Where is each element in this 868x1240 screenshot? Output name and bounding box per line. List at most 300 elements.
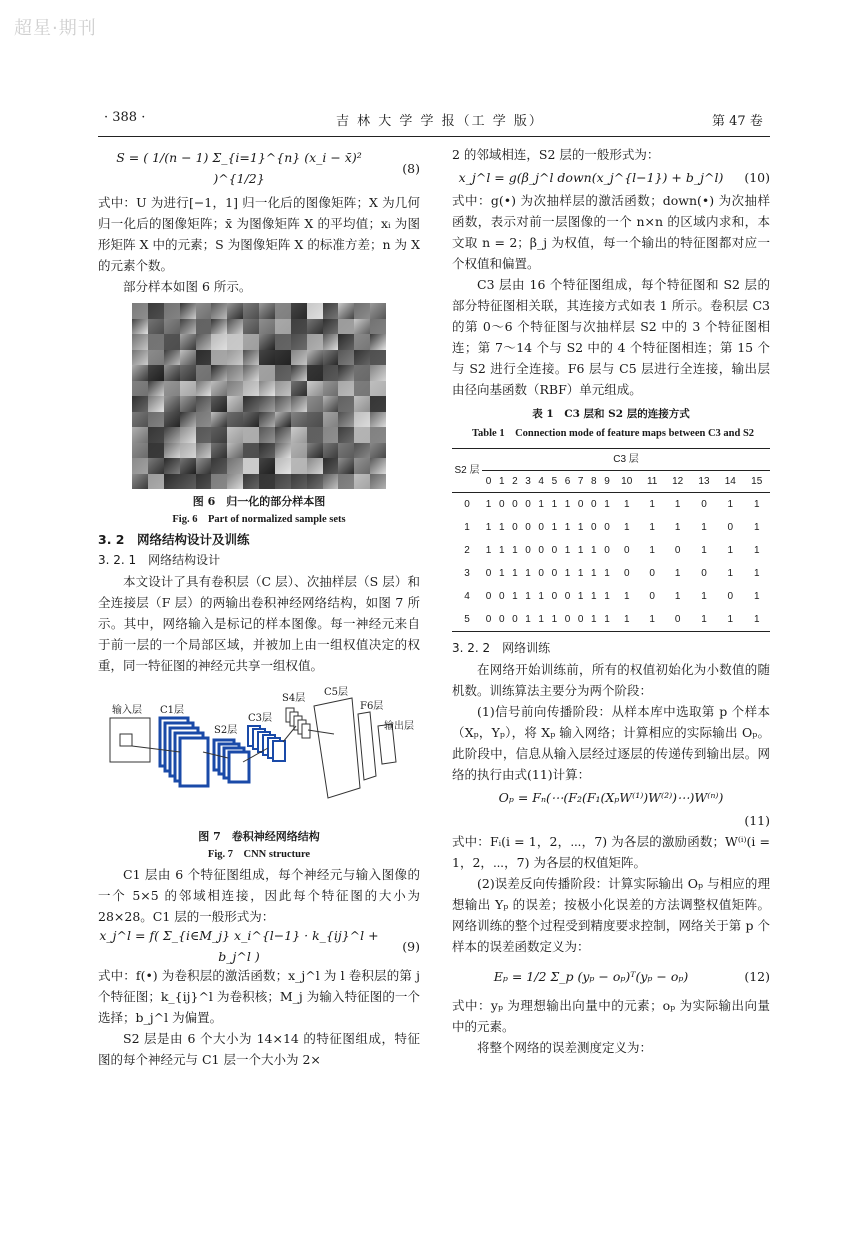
table-cell: 0 <box>623 545 630 556</box>
journal-title: 吉 林 大 学 学 报（工 学 版） <box>336 114 544 129</box>
table-cell: 1 <box>577 591 584 602</box>
sample-tile <box>227 412 243 428</box>
label-c5: C5层 <box>324 687 349 698</box>
label-f6: F6层 <box>360 701 384 712</box>
table-cell: 0 <box>727 522 734 533</box>
sample-tile <box>275 350 291 366</box>
sample-tile <box>243 334 259 350</box>
sample-tile <box>259 396 275 412</box>
sample-tile <box>211 396 227 412</box>
table-cell: 1 <box>591 568 597 579</box>
sample-tile <box>370 443 386 459</box>
sample-tile <box>243 443 259 459</box>
subsection-heading: 3. 2. 2 网络训练 <box>452 641 551 655</box>
volume: 第 47 卷 <box>712 114 763 129</box>
equation-10 <box>452 167 770 188</box>
sample-tile <box>164 412 180 428</box>
equation-8-number: (8) <box>402 160 420 176</box>
equation-8-body: S = ( 1/(n − 1) Σ_{i=1}^{n} (x_i − x̄)² )^{1/2} <box>116 150 362 186</box>
sample-tile <box>291 334 307 350</box>
table-cell: 0 <box>538 568 544 579</box>
sample-tile <box>291 396 307 412</box>
figure-7 <box>98 682 420 828</box>
table-cell: 0 <box>551 545 558 556</box>
table-1-caption: 表 1 C3 层和 S2 层的连接方式 <box>532 408 690 420</box>
sample-tile <box>196 334 212 350</box>
sample-tile <box>307 303 323 319</box>
table-cell: 1 <box>753 499 760 510</box>
sample-tile <box>211 303 227 319</box>
table-cell: 1 <box>604 568 610 579</box>
paragraph: 部分样本如图 6 所示。 <box>123 279 252 294</box>
watermark: 超星·期刊 <box>14 18 97 39</box>
sample-tile <box>180 458 196 474</box>
sample-tile <box>259 443 275 459</box>
table-row <box>452 608 770 632</box>
equation-10-number: (10) <box>744 170 770 185</box>
table-cell: 0 <box>538 545 544 556</box>
table-cell: 0 <box>498 499 505 510</box>
s2-stack <box>214 740 249 782</box>
table-cell: 1 <box>701 591 707 602</box>
sample-tile <box>243 381 259 397</box>
label-output: 输出层 <box>384 721 414 732</box>
sample-tile <box>132 381 148 397</box>
sample-tile <box>338 303 354 319</box>
label-s4: S4层 <box>282 693 306 704</box>
sample-tile <box>196 381 212 397</box>
sample-tile <box>338 365 354 381</box>
sample-tile <box>259 350 275 366</box>
table-cell: 1 <box>604 499 610 510</box>
sample-tile <box>227 365 243 381</box>
sample-tile <box>307 381 323 397</box>
table-cell: 1 <box>525 591 531 602</box>
table-cell: 0 <box>591 522 597 533</box>
table-cell: 1 <box>551 614 558 625</box>
equation-9-body: x_j^l = f( Σ_{i∈M_j} x_i^{l−1} · k_{ij}^l + b_j^l ) <box>99 928 379 964</box>
sample-tile <box>275 334 291 350</box>
sample-tile <box>211 381 227 397</box>
sample-tile <box>243 412 259 428</box>
sample-tile <box>354 427 370 443</box>
table-cell: 1 <box>674 568 681 579</box>
table-1-caption-en: Table 1 Connection mode of feature maps between C3 and S2 <box>472 428 755 439</box>
table-cell: 1 <box>591 591 597 602</box>
table-cell: 0 <box>701 568 707 579</box>
sample-tile <box>148 319 164 335</box>
paragraph: 式中：Fᵢ(i = 1，2，⋯，7) 为各层的激励函数；W⁽ⁱ⁾(i = 1，2，⋯，7) 为各层的权值矩阵。 <box>452 834 770 870</box>
sample-tile <box>148 381 164 397</box>
table-row <box>452 516 770 539</box>
sample-tile <box>370 365 386 381</box>
table-cell: 0 <box>564 591 571 602</box>
sample-tile <box>259 474 275 490</box>
row-label: 2 <box>464 545 470 556</box>
table-cell: 1 <box>649 499 655 510</box>
column-label: 8 <box>591 476 597 487</box>
table-cell: 0 <box>701 499 707 510</box>
table-cell: 1 <box>525 614 531 625</box>
sample-tile <box>211 443 227 459</box>
sample-tile <box>259 427 275 443</box>
paragraph: 2 的邻域相连，S2 层的一般形式为： <box>452 147 660 162</box>
sample-tile <box>196 303 212 319</box>
row-label: 0 <box>464 499 470 510</box>
sample-tile <box>243 303 259 319</box>
sample-tile <box>227 319 243 335</box>
paragraph: 本文设计了具有卷积层（C 层）、次抽样层（S 层）和全连接层（F 层）的两输出卷积神经网络结构，如图 7 所示。其中，网络输入是标记的样本图像。每一神经元来自于前一层的一个局部区域，并被加上由一组权值决定的权重，同一特征图的神经元共享一组权值。 <box>98 574 420 673</box>
sample-tile <box>370 350 386 366</box>
sample-tile <box>227 427 243 443</box>
sample-tile <box>180 427 196 443</box>
sample-image-mosaic <box>132 303 386 489</box>
sample-tile <box>132 458 148 474</box>
sample-tile <box>148 427 164 443</box>
header-rule <box>98 136 770 137</box>
sample-tile <box>259 458 275 474</box>
label-s2: S2层 <box>214 725 238 736</box>
connection-table <box>452 448 770 632</box>
column-label: 11 <box>646 476 658 487</box>
sample-tile <box>338 458 354 474</box>
table-cell: 0 <box>577 499 584 510</box>
paragraph: 式中：U 为进行[−1，1] 归一化后的图像矩阵；X 为几何归一化后的图像矩阵；x̄ 为图像矩阵 X 的平均值；xᵢ 为图形矩阵 X 中的元素；S 为图像矩阵 X 的标准方差；n 为 X 的元素个数。 <box>98 195 420 273</box>
sample-tile <box>338 334 354 350</box>
table-row <box>452 585 770 608</box>
sample-tile <box>338 443 354 459</box>
column-label: 5 <box>551 476 558 487</box>
sample-tile <box>211 458 227 474</box>
column-label: 14 <box>724 476 736 487</box>
column-label: 3 <box>525 476 531 487</box>
sample-tile <box>164 443 180 459</box>
sample-tile <box>227 474 243 490</box>
label-c1: C1层 <box>160 705 185 716</box>
sample-tile <box>211 412 227 428</box>
table-cell: 1 <box>753 545 760 556</box>
table-cell: 1 <box>525 568 531 579</box>
sample-tile <box>227 458 243 474</box>
sample-tile <box>211 365 227 381</box>
sample-tile <box>180 381 196 397</box>
sample-tile <box>307 319 323 335</box>
sample-tile <box>164 303 180 319</box>
sample-tile <box>227 396 243 412</box>
table-cell: 1 <box>623 591 630 602</box>
sample-tile <box>148 396 164 412</box>
paragraph: (1)信号前向传播阶段：从样本库中选取第 p 个样本（Xₚ，Yₚ），将 Xₚ 输入网络；计算相应的实际输出 Oₚ。此阶段中，信息从输入层经过逐层的传递传到输出层。网络的执行由式(11)计算： <box>452 704 770 782</box>
table-cell: 1 <box>564 545 571 556</box>
sample-tile <box>291 474 307 490</box>
sample-tile <box>227 303 243 319</box>
sample-tile <box>243 458 259 474</box>
sample-tile <box>196 365 212 381</box>
table-cell: 0 <box>538 522 544 533</box>
table-cell: 0 <box>525 499 531 510</box>
table-cell: 1 <box>674 499 681 510</box>
sample-tile <box>180 396 196 412</box>
sample-tile <box>323 474 339 490</box>
table-cell: 1 <box>649 545 655 556</box>
table-cell: 1 <box>623 522 630 533</box>
paragraph: 式中：f(•) 为卷积层的激活函数；x_j^l 为 l 卷积层的第 j 个特征图；k_{ij}^l 为卷积核；M_j 为输入特征图的一个选择；b_j^l 为偏置。 <box>98 968 420 1025</box>
sample-tile <box>291 365 307 381</box>
table-cell: 0 <box>512 522 518 533</box>
sample-tile <box>243 474 259 490</box>
table-cell: 0 <box>727 591 734 602</box>
sample-tile <box>180 443 196 459</box>
sample-tile <box>164 334 180 350</box>
table-cell: 0 <box>604 545 610 556</box>
sample-tile <box>164 427 180 443</box>
sample-tile <box>323 365 339 381</box>
sample-tile <box>148 350 164 366</box>
sample-tile <box>370 412 386 428</box>
sample-tile <box>180 350 196 366</box>
sample-tile <box>338 412 354 428</box>
column-label: 10 <box>621 476 633 487</box>
subsection-heading: 3. 2. 1 网络结构设计 <box>98 553 221 567</box>
column-label: 2 <box>512 476 518 487</box>
column-label: 15 <box>751 476 763 487</box>
paragraph: C1 层由 6 个特征图组成，每个神经元与输入图像的一个 5×5 的邻域相连接，因此每个特征图的大小为 28×28。C1 层的一般形式为： <box>98 867 420 924</box>
table-cell: 1 <box>674 522 681 533</box>
column-label: 13 <box>698 476 710 487</box>
sample-tile <box>132 319 148 335</box>
sample-tile <box>211 350 227 366</box>
table-cell: 1 <box>623 499 630 510</box>
table-cell: 0 <box>498 614 505 625</box>
sample-tile <box>243 365 259 381</box>
table-cell: 0 <box>564 614 571 625</box>
sample-tile <box>307 334 323 350</box>
column-label: 6 <box>564 476 571 487</box>
table-cell: 1 <box>564 499 571 510</box>
equation-11-body: Oₚ = Fₙ(⋯(F₂(F₁(XₚW⁽¹⁾)W⁽²⁾)⋯)W⁽ⁿ⁾) <box>498 790 724 805</box>
table-cell: 0 <box>591 499 597 510</box>
sample-tile <box>164 396 180 412</box>
table-cell: 1 <box>753 614 760 625</box>
sample-tile <box>164 319 180 335</box>
sample-tile <box>370 458 386 474</box>
sample-tile <box>354 350 370 366</box>
sample-tile <box>354 396 370 412</box>
sample-tile <box>243 396 259 412</box>
sample-tile <box>291 412 307 428</box>
equation-11-number: (11) <box>744 813 770 828</box>
table-cell: 0 <box>551 568 558 579</box>
column-label: 0 <box>485 476 492 487</box>
paragraph: 在网络开始训练前，所有的权值初始化为小数值的随机数。训练算法主要分为两个阶段： <box>452 662 770 698</box>
table-cell: 1 <box>649 614 655 625</box>
table-cell: 1 <box>727 499 734 510</box>
column-label: 7 <box>577 476 584 487</box>
sample-tile <box>164 365 180 381</box>
figure-7-caption: 图 7 卷积神经网络结构 <box>198 830 320 843</box>
sample-tile <box>307 458 323 474</box>
sample-tile <box>275 458 291 474</box>
sample-tile <box>243 350 259 366</box>
sample-tile <box>259 319 275 335</box>
sample-tile <box>291 319 307 335</box>
sample-tile <box>354 381 370 397</box>
sample-tile <box>196 319 212 335</box>
sample-tile <box>354 443 370 459</box>
sample-tile <box>180 334 196 350</box>
sample-tile <box>227 350 243 366</box>
sample-tile <box>227 334 243 350</box>
sample-tile <box>148 443 164 459</box>
sample-tile <box>323 458 339 474</box>
sample-tile <box>370 319 386 335</box>
sample-tile <box>132 474 148 490</box>
sample-tile <box>307 396 323 412</box>
sample-tile <box>259 365 275 381</box>
left-column <box>98 144 420 1070</box>
sample-tile <box>259 381 275 397</box>
sample-tile <box>148 412 164 428</box>
sample-tile <box>323 381 339 397</box>
table-cell: 0 <box>498 591 505 602</box>
sample-tile <box>196 412 212 428</box>
table-cell: 1 <box>577 545 584 556</box>
sample-tile <box>354 458 370 474</box>
sample-tile <box>370 427 386 443</box>
sample-tile <box>354 303 370 319</box>
figure-6-caption-en: Fig. 6 Part of normalized sample sets <box>172 514 346 525</box>
table-cell: 1 <box>512 568 518 579</box>
paragraph: 式中：g(•) 为次抽样层的激活函数；down(•) 为次抽样函数，表示对前一层图像的一个 n×n 的区域内求和，本文取 n = 2；β_j 为权值，每一个输出的特征图都对应一个权值和偏置。 <box>452 193 770 271</box>
sample-tile <box>132 334 148 350</box>
sample-tile <box>323 396 339 412</box>
row-label: 1 <box>464 522 470 533</box>
sample-tile <box>227 443 243 459</box>
column-header: C3 层 <box>482 449 770 471</box>
sample-tile <box>275 427 291 443</box>
table-cell: 1 <box>551 499 558 510</box>
table-row <box>452 493 770 517</box>
figure-7-caption-en: Fig. 7 CNN structure <box>207 849 311 860</box>
column-label: 12 <box>672 476 684 487</box>
sample-tile <box>338 381 354 397</box>
sample-tile <box>196 443 212 459</box>
table-cell: 1 <box>538 591 544 602</box>
table-row <box>452 562 770 585</box>
sample-tile <box>370 334 386 350</box>
sample-tile <box>338 350 354 366</box>
sample-tile <box>370 396 386 412</box>
sample-tile <box>370 381 386 397</box>
sample-tile <box>148 458 164 474</box>
sample-tile <box>148 474 164 490</box>
sample-tile <box>211 474 227 490</box>
paragraph: (2)误差反向传播阶段：计算实际输出 Oₚ 与相应的理想输出 Yₚ 的误差；按极小化误差的方法调整权值矩阵。网络训练的整个过程受到精度要求控制，网络关于第 p 个样本的误差函数定义为： <box>452 876 770 954</box>
sample-tile <box>323 412 339 428</box>
row-label: 4 <box>464 591 470 602</box>
sample-tile <box>275 474 291 490</box>
sample-tile <box>196 474 212 490</box>
sample-tile <box>132 412 148 428</box>
equation-12-number: (12) <box>744 968 770 984</box>
sample-tile <box>275 303 291 319</box>
label-input-layer: 输入层 <box>112 705 142 716</box>
sample-tile <box>148 303 164 319</box>
table-cell: 0 <box>623 568 630 579</box>
sample-tile <box>275 443 291 459</box>
sample-tile <box>307 350 323 366</box>
table-cell: 1 <box>512 545 518 556</box>
sample-tile <box>211 334 227 350</box>
sample-tile <box>275 381 291 397</box>
sample-tile <box>354 412 370 428</box>
sample-tile <box>132 350 148 366</box>
sample-tile <box>307 365 323 381</box>
sample-tile <box>211 427 227 443</box>
equation-11 <box>452 787 770 808</box>
table-cell: 1 <box>674 591 681 602</box>
paragraph: 式中：yₚ 为理想输出向量中的元素；oₚ 为实际输出向量中的元素。 <box>452 998 770 1034</box>
table-cell: 1 <box>604 591 610 602</box>
table-cell: 0 <box>604 522 610 533</box>
table-cell: 1 <box>591 545 597 556</box>
table-cell: 1 <box>604 614 610 625</box>
row-label: 3 <box>464 568 470 579</box>
table-cell: 0 <box>485 591 492 602</box>
sample-tile <box>196 458 212 474</box>
sample-tile <box>370 474 386 490</box>
sample-tile <box>180 412 196 428</box>
table-cell: 0 <box>649 568 655 579</box>
row-label: 5 <box>464 614 470 625</box>
table-cell: 1 <box>538 614 544 625</box>
sample-tile <box>132 396 148 412</box>
table-cell: 0 <box>512 499 518 510</box>
sample-tile <box>259 412 275 428</box>
column-label: 4 <box>538 476 544 487</box>
sample-tile <box>291 427 307 443</box>
sample-tile <box>307 412 323 428</box>
sample-tile <box>243 427 259 443</box>
sample-tile <box>164 458 180 474</box>
sample-tile <box>164 474 180 490</box>
table-cell: 0 <box>674 545 681 556</box>
figure-6-caption: 图 6 归一化的部分样本图 <box>192 495 326 508</box>
table-cell: 0 <box>485 614 492 625</box>
table-cell: 1 <box>701 545 707 556</box>
sample-tile <box>196 396 212 412</box>
sample-tile <box>323 443 339 459</box>
table-cell: 1 <box>564 568 571 579</box>
row-header: S2 层 <box>454 465 480 476</box>
table-cell: 1 <box>591 614 597 625</box>
table-cell: 1 <box>727 545 734 556</box>
table-cell: 0 <box>512 614 518 625</box>
sample-tile <box>259 303 275 319</box>
sample-tile <box>164 350 180 366</box>
sample-tile <box>164 381 180 397</box>
table-cell: 1 <box>727 614 734 625</box>
section-heading: 3. 2 网络结构设计及训练 <box>98 532 250 547</box>
sample-tile <box>354 319 370 335</box>
sample-tile <box>338 427 354 443</box>
sample-tile <box>354 334 370 350</box>
sample-tile <box>323 334 339 350</box>
right-column <box>452 144 770 1058</box>
sample-tile <box>148 365 164 381</box>
sample-tile <box>291 303 307 319</box>
sample-tile <box>354 365 370 381</box>
